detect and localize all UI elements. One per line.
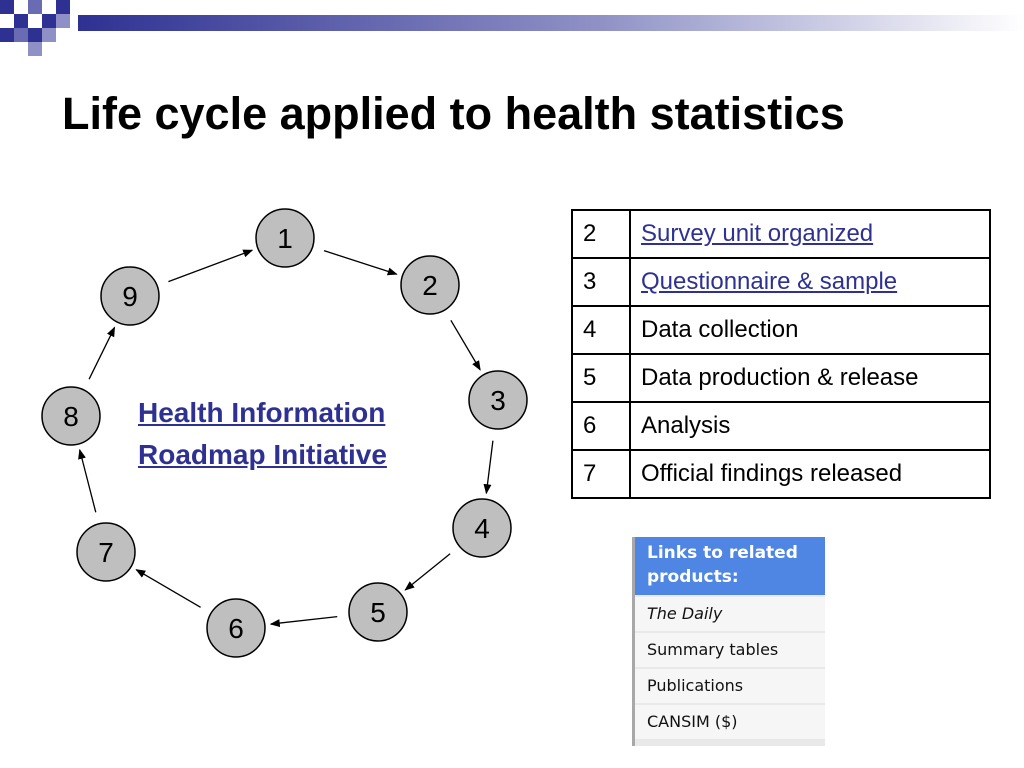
cycle-arrow [271, 617, 337, 624]
steps-row [572, 402, 990, 450]
link-cansim[interactable]: CANSIM ($) [635, 705, 825, 739]
step-number: 5 [572, 354, 630, 402]
cycle-node-label: 9 [122, 281, 138, 312]
cycle-node-label: 2 [422, 270, 438, 301]
cycle-node-2 [401, 256, 459, 314]
steps-table [571, 209, 991, 499]
link-publications[interactable]: Publications [635, 669, 825, 703]
cycle-node-7 [77, 523, 135, 581]
cycle-node-label: 6 [228, 613, 244, 644]
step-number: 6 [572, 402, 630, 450]
cycle-node-label: 4 [474, 513, 490, 544]
steps-row [572, 354, 990, 402]
step-label-cell: Data production & release [630, 354, 990, 402]
cycle-arrow [136, 570, 200, 608]
step-number: 3 [572, 258, 630, 306]
cycle-node-6 [207, 599, 265, 657]
steps-row [572, 210, 990, 258]
step-label-cell [630, 258, 990, 306]
center-roadmap-link[interactable] [138, 392, 458, 476]
cycle-node-9 [101, 267, 159, 325]
step-number: 2 [572, 210, 630, 258]
step-number: 4 [572, 306, 630, 354]
cycle-node-label: 3 [490, 385, 506, 416]
cycle-arrow [451, 320, 480, 370]
link-summary-tables[interactable]: Summary tables [635, 633, 825, 667]
cycle-node-8 [42, 387, 100, 445]
steps-row [572, 306, 990, 354]
related-links-panel [632, 537, 825, 746]
center-link-line-1[interactable]: Health Information [138, 397, 386, 428]
cycle-arrow [168, 250, 252, 281]
cycle-arrow [89, 327, 114, 379]
step-number: 7 [572, 450, 630, 498]
step-label-cell: Data collection [630, 306, 990, 354]
cycle-node-5 [349, 583, 407, 641]
step-label-cell: Analysis [630, 402, 990, 450]
steps-row [572, 258, 990, 306]
slide-title: Life cycle applied to health statistics [62, 88, 845, 139]
step-link[interactable]: Survey unit organized [641, 220, 874, 247]
cycle-arrow [324, 251, 397, 275]
cycle-node-label: 1 [277, 223, 293, 254]
cycle-node-4 [453, 499, 511, 557]
step-label-cell [630, 210, 990, 258]
cycle-arrow [405, 554, 450, 590]
center-link-line-2[interactable]: Roadmap Initiative [138, 439, 387, 470]
steps-row [572, 450, 990, 498]
link-the-daily[interactable]: The Daily [635, 597, 825, 631]
step-link[interactable]: Questionnaire & sample [641, 268, 898, 295]
cycle-node-label: 5 [370, 597, 386, 628]
cycle-node-1 [256, 209, 314, 267]
cycle-node-label: 8 [63, 401, 79, 432]
cycle-arrow [486, 441, 493, 494]
cycle-arrow [80, 450, 96, 512]
step-label-cell: Official findings released [630, 450, 990, 498]
related-links-header: Links to related products: [635, 537, 825, 595]
cycle-node-3 [469, 371, 527, 429]
cycle-node-label: 7 [98, 537, 114, 568]
